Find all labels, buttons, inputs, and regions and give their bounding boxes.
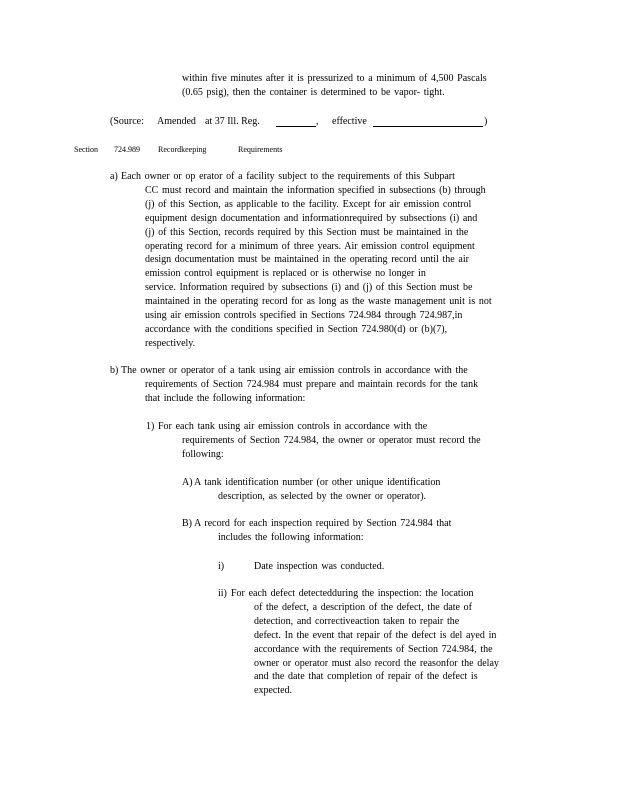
- text-line: Each owner or op erator of a facility subject to the requirements of this Subpart: [121, 171, 455, 182]
- list-marker-B: B): [182, 518, 192, 529]
- source-comma: ,: [316, 116, 319, 127]
- text-line: owner or operator must also record the reasonfor the delay: [254, 657, 499, 669]
- text-line: emission control equipment is replaced or is otherwise no longer in: [145, 268, 426, 280]
- text-line: description, as selected by the owner or operator).: [218, 490, 427, 502]
- text-line: of the defect, a description of the defect, the date of: [254, 601, 473, 613]
- paragraph-a: [121, 170, 546, 351]
- paragraph-B: [194, 517, 534, 545]
- text-line: accordance with the conditions specified in Section 724.980(d) or (b)(7),: [145, 323, 448, 335]
- section-title-word: Recordkeeping: [158, 145, 207, 154]
- text-line: design documentation must be maintained in the operating record until the air: [145, 254, 469, 266]
- text-line: A tank identification number (or other unique identification: [194, 477, 441, 488]
- effective-date-blank: [373, 116, 483, 127]
- section-title-word: Requirements: [238, 145, 283, 154]
- list-marker-i: i): [218, 561, 225, 572]
- paragraph-b1: [158, 420, 538, 462]
- text-line: accordance with the requirements of Section 724.984, the: [254, 643, 493, 655]
- section-number: 724.989: [114, 145, 140, 154]
- source-close: ): [484, 116, 488, 127]
- text-line: using air emission controls specified in Sections 724.984 through 724.987,in: [145, 310, 463, 322]
- paragraph-b: [121, 364, 541, 406]
- text-line: includes the following information:: [218, 531, 364, 543]
- list-marker-b: b): [110, 365, 119, 376]
- text-line: maintained in the operating record for as long as the waste management unit is not: [145, 296, 492, 308]
- source-label: (Source:: [110, 116, 144, 127]
- register-page-blank: [276, 116, 316, 127]
- text-line: service. Information required by subsections (i) and (j) of this Section must be: [145, 282, 473, 294]
- source-effective: effective: [332, 116, 367, 127]
- text-line: defect. In the event that repair of the defect is del ayed in: [254, 629, 497, 641]
- text-line: operating record for a minimum of three years. Air emission control equipment: [145, 240, 475, 252]
- list-marker-a: a): [110, 171, 118, 182]
- text-line: requirements of Section 724.984, the owner or operator must record the: [182, 434, 481, 446]
- text-line: A record for each inspection required by Section 724.984 that: [194, 518, 452, 529]
- text-line: respectively.: [145, 337, 196, 349]
- paragraph-ii: [231, 587, 541, 698]
- text-line: For each defect detectedduring the inspection: the location: [231, 588, 474, 599]
- text-line: within five minutes after it is pressurized to a minimum of 4,500 Pascals: [182, 73, 487, 84]
- text-line: and the date that completion of repair of the defect is: [254, 671, 478, 683]
- source-register: at 37 Ill. Reg.: [205, 116, 260, 127]
- list-marker-ii: ii): [218, 588, 227, 599]
- text-line: (0.65 psig), then the container is determined to be vapor- tight.: [182, 86, 445, 98]
- text-line: (j) of this Section, as applicable to the facility. Except for air emission control: [145, 198, 472, 210]
- source-amended: Amended: [157, 116, 196, 127]
- text-line: CC must record and maintain the information specified in subsections (b) through: [145, 184, 486, 196]
- list-marker-1: 1): [146, 421, 155, 432]
- text-line: following:: [182, 448, 224, 460]
- text-line: equipment design documentation and informationrequired by subsections (i) and: [145, 212, 478, 224]
- text-line: expected.: [254, 685, 293, 697]
- section-label: Section: [74, 145, 98, 154]
- text-line: requirements of Section 724.984 must prepare and maintain records for the tank: [145, 378, 479, 390]
- list-marker-A: A): [182, 477, 193, 488]
- text-line: (j) of this Section, records required by this Section must be maintained in the: [145, 226, 469, 238]
- paragraph-A: [194, 476, 534, 504]
- text-line: For each tank using air emission controls in accordance with the: [158, 421, 428, 432]
- text-line: that include the following information:: [145, 392, 306, 404]
- text-line: detection, and correctiveaction taken to repair the: [254, 615, 460, 627]
- paragraph-i: Date inspection was conducted.: [254, 561, 385, 572]
- text-line: The owner or operator of a tank using air emission controls in accordance with the: [121, 365, 468, 376]
- continuation-paragraph: [182, 72, 542, 100]
